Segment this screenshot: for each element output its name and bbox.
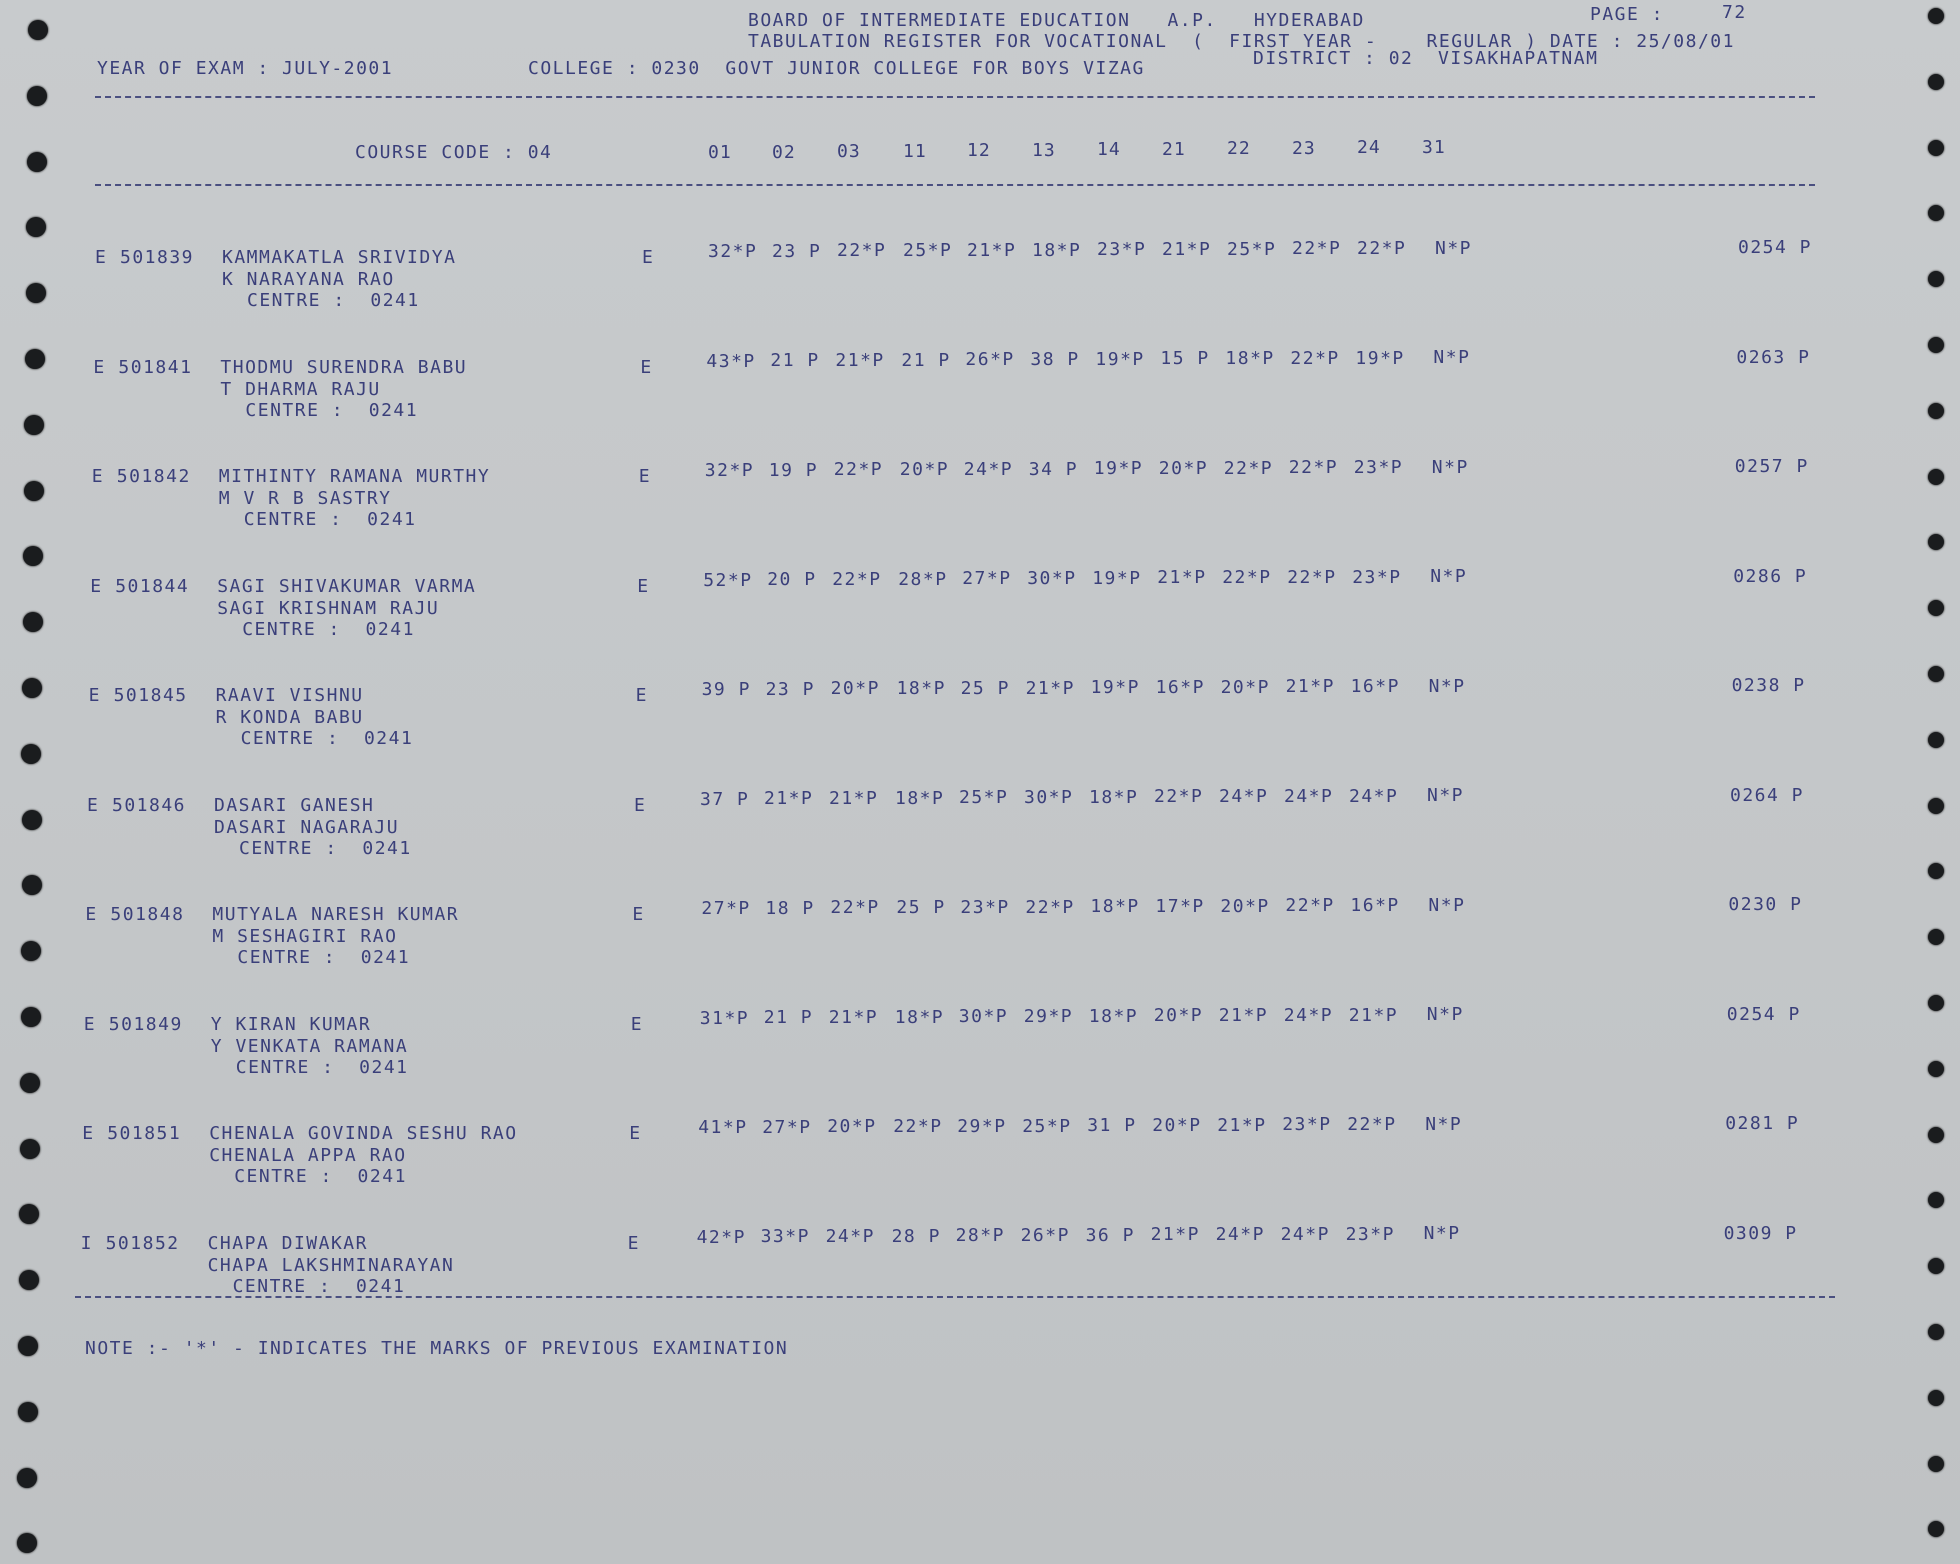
centre: CENTRE : 0241 [237, 947, 411, 968]
mark-13: 18*P [1032, 239, 1082, 261]
centre: CENTRE : 0241 [235, 1056, 409, 1078]
tractor-hole [1928, 74, 1944, 90]
mark-24: 16*P [1350, 676, 1400, 697]
mark-13: 22*P [1025, 896, 1075, 918]
mark-14: 31 P [1087, 1115, 1137, 1137]
student-record [0, 1222, 1960, 1333]
mark-24: 23*P [1345, 1223, 1395, 1245]
mark-02: 18 P [765, 897, 815, 919]
student-record [0, 784, 1960, 895]
medium: E [635, 685, 648, 706]
tractor-hole [26, 217, 46, 237]
mark-03: 24*P [825, 1225, 875, 1247]
tractor-hole [17, 1468, 37, 1488]
mark-31: N*P [1426, 1004, 1464, 1026]
mark-21: 20*P [1152, 1114, 1202, 1136]
reg-prefix: E [95, 247, 108, 268]
mark-14: 36 P [1085, 1224, 1135, 1246]
reg-number: 501841 [118, 356, 193, 378]
mark-12: 24*P [963, 458, 1014, 480]
mark-13: 29*P [1023, 1006, 1074, 1027]
bottom-divider [75, 1296, 1835, 1298]
total: 0264 P [1730, 784, 1805, 806]
mark-11: 25 P [896, 897, 946, 919]
mark-03: 21*P [829, 787, 879, 809]
reg-number: 501851 [107, 1123, 182, 1144]
reg-prefix: E [82, 1123, 95, 1144]
mark-24: 22*P [1357, 238, 1407, 259]
mark-21: 20*P [1158, 457, 1209, 479]
course-code: COURSE CODE : 04 [355, 142, 553, 163]
mark-24: 22*P [1347, 1114, 1397, 1135]
mark-21: 20*P [1153, 1005, 1204, 1027]
mark-23: 24*P [1283, 1004, 1334, 1026]
student-name: RAAVI VISHNU [215, 685, 364, 706]
mark-02: 19 P [768, 459, 819, 481]
mark-14: 19*P [1092, 567, 1142, 589]
reg-number: 501849 [108, 1013, 183, 1035]
mark-23: 22*P [1288, 457, 1339, 479]
mark-21: 17*P [1155, 895, 1205, 917]
student-name: Y KIRAN KUMAR [210, 1013, 372, 1035]
mark-11: 28 P [891, 1225, 941, 1247]
student-record [0, 565, 1960, 676]
total: 0286 P [1733, 565, 1808, 587]
tractor-hole [1928, 205, 1944, 221]
student-name: DASARI GANESH [214, 794, 375, 816]
student-record [0, 237, 1960, 347]
centre: CENTRE : 0241 [242, 618, 415, 640]
mark-31: N*P [1427, 785, 1465, 807]
mark-21: 16*P [1155, 676, 1205, 698]
mark-14: 19*P [1090, 677, 1140, 699]
header-divider [95, 184, 1815, 186]
centre: CENTRE : 0241 [239, 837, 412, 859]
student-record [0, 1113, 1960, 1223]
mark-24: 23*P [1352, 566, 1402, 588]
mark-13: 30*P [1024, 787, 1074, 808]
mark-13: 34 P [1028, 458, 1079, 480]
mark-22: 21*P [1218, 1005, 1269, 1027]
tractor-hole [27, 86, 47, 106]
total: 0263 P [1736, 346, 1811, 368]
tractor-hole [27, 152, 47, 172]
student-record [0, 1003, 1960, 1114]
mark-01: 37 P [700, 788, 750, 810]
mark-12: 23*P [960, 896, 1010, 918]
tractor-hole [1928, 1390, 1944, 1406]
subject-code-03: 03 [837, 141, 861, 162]
mark-31: N*P [1435, 237, 1473, 259]
reg-number: 501846 [112, 794, 187, 816]
mark-24: 24*P [1349, 785, 1399, 807]
student-record [0, 346, 1960, 457]
father-name: M SESHAGIRI RAO [212, 926, 398, 947]
mark-01: 52*P [703, 569, 753, 591]
total: 0254 P [1738, 237, 1813, 258]
mark-14: 19*P [1095, 348, 1145, 370]
reg-number: 501848 [110, 904, 185, 925]
tractor-hole [1928, 140, 1944, 156]
reg-number: 501839 [120, 247, 195, 268]
total: 0281 P [1725, 1113, 1800, 1134]
mark-13: 26*P [1020, 1225, 1070, 1246]
mark-23: 24*P [1280, 1223, 1330, 1245]
mark-02: 23 P [772, 240, 822, 262]
mark-22: 21*P [1217, 1114, 1267, 1136]
medium: E [634, 794, 647, 816]
mark-03: 21*P [835, 349, 885, 371]
mark-01: 32*P [704, 460, 755, 481]
mark-22: 25*P [1227, 238, 1277, 260]
reg-prefix: E [83, 1013, 97, 1035]
college: COLLEGE : 0230 GOVT JUNIOR COLLEGE FOR BOYS VIZAG [528, 58, 1145, 79]
mark-24: 21*P [1348, 1004, 1399, 1026]
mark-02: 21 P [763, 1007, 814, 1029]
mark-02: 21 P [770, 350, 820, 372]
mark-13: 21*P [1025, 677, 1075, 699]
tractor-hole [28, 20, 48, 40]
mark-11: 18*P [895, 787, 945, 809]
mark-11: 18*P [896, 678, 946, 700]
mark-01: 41*P [698, 1117, 748, 1138]
mark-13: 25*P [1022, 1115, 1072, 1137]
father-name: Y VENKATA RAMANA [210, 1035, 409, 1057]
mark-31: N*P [1430, 566, 1468, 588]
mark-24: 16*P [1350, 895, 1400, 916]
mark-31: N*P [1428, 894, 1466, 916]
mark-12: 25*P [959, 787, 1009, 809]
mark-01: 42*P [696, 1226, 746, 1248]
reg-number: 501842 [116, 466, 191, 487]
centre: CENTRE : 0241 [232, 1275, 406, 1297]
reg-prefix: E [87, 794, 100, 816]
mark-12: 26*P [965, 349, 1015, 371]
reg-number: 501845 [113, 685, 188, 706]
medium: E [630, 1013, 644, 1035]
footnote: NOTE :- '*' - INDICATES THE MARKS OF PREVIOUS EXAMINATION [85, 1338, 789, 1359]
mark-31: N*P [1428, 675, 1466, 697]
mark-14: 18*P [1089, 786, 1139, 808]
mark-31: N*P [1433, 347, 1471, 369]
mark-13: 38 P [1030, 349, 1080, 370]
subject-code-14: 14 [1097, 139, 1121, 160]
student-name: SAGI SHIVAKUMAR VARMA [217, 575, 477, 597]
mark-02: 33*P [760, 1226, 810, 1248]
mark-14: 18*P [1090, 896, 1140, 918]
total: 0238 P [1731, 675, 1806, 696]
student-record [0, 894, 1960, 1004]
student-name: KAMMAKATLA SRIVIDYA [222, 247, 457, 268]
mark-11: 25*P [903, 240, 953, 262]
total: 0309 P [1723, 1222, 1798, 1244]
father-name: CHAPA LAKSHMINARAYAN [207, 1254, 455, 1276]
mark-02: 27*P [762, 1116, 812, 1138]
medium: E [642, 247, 655, 268]
year-of-exam: YEAR OF EXAM : JULY-2001 [97, 58, 394, 79]
mark-14: 19*P [1093, 458, 1144, 480]
reg-prefix: E [85, 904, 98, 925]
centre: CENTRE : 0241 [247, 290, 420, 311]
subject-code-24: 24 [1357, 137, 1381, 158]
mark-01: 31*P [699, 1007, 750, 1029]
medium: E [640, 356, 653, 378]
mark-12: 29*P [957, 1115, 1007, 1137]
board-line: BOARD OF INTERMEDIATE EDUCATION A.P. HYDERABAD [748, 10, 1365, 31]
father-name: R KONDA BABU [215, 707, 364, 728]
reg-prefix: I [80, 1232, 93, 1254]
page-number: 72 [1722, 2, 1747, 23]
mark-02: 21*P [764, 788, 814, 810]
mark-02: 20 P [767, 569, 817, 591]
mark-12: 25 P [960, 677, 1010, 699]
subject-code-22: 22 [1227, 138, 1251, 159]
student-record [0, 675, 1960, 785]
student-name: MUTYALA NARESH KUMAR [212, 904, 460, 925]
father-name: T DHARMA RAJU [220, 378, 381, 400]
mark-12: 27*P [962, 568, 1012, 590]
centre: CENTRE : 0241 [243, 509, 417, 530]
mark-22: 24*P [1219, 786, 1269, 808]
mark-23: 22*P [1287, 566, 1337, 588]
mark-03: 22*P [833, 459, 884, 481]
mark-21: 21*P [1162, 238, 1212, 260]
mark-01: 27*P [701, 898, 751, 919]
tractor-hole [17, 1533, 37, 1553]
subject-code-21: 21 [1162, 138, 1186, 160]
mark-11: 20*P [899, 459, 950, 481]
subject-code-23: 23 [1292, 137, 1316, 159]
mark-03: 22*P [832, 568, 882, 590]
mark-31: N*P [1431, 456, 1469, 478]
mark-11: 28*P [898, 568, 948, 590]
mark-31: N*P [1425, 1113, 1463, 1135]
medium: E [627, 1232, 640, 1254]
reg-number: 501844 [115, 575, 190, 597]
top-divider [95, 96, 1815, 98]
mark-23: 22*P [1290, 347, 1340, 369]
mark-14: 23*P [1097, 239, 1147, 261]
mark-03: 20*P [827, 1116, 877, 1138]
mark-12: 28*P [955, 1225, 1005, 1247]
father-name: DASARI NAGARAJU [214, 816, 400, 838]
reg-prefix: E [93, 356, 106, 378]
mark-31: N*P [1423, 1223, 1461, 1245]
total: 0257 P [1734, 456, 1809, 477]
reg-prefix: E [90, 575, 103, 597]
father-name: K NARAYANA RAO [222, 269, 395, 290]
mark-03: 20*P [830, 678, 880, 700]
subject-code-01: 01 [708, 142, 732, 163]
mark-22: 24*P [1215, 1224, 1265, 1246]
mark-21: 15 P [1160, 348, 1210, 370]
reg-prefix: E [91, 466, 105, 487]
tractor-hole [1928, 1456, 1944, 1472]
page-label: PAGE : [1590, 4, 1665, 25]
mark-23: 23*P [1282, 1114, 1332, 1136]
mark-22: 20*P [1220, 895, 1270, 917]
centre: CENTRE : 0241 [234, 1166, 407, 1187]
mark-23: 22*P [1292, 238, 1342, 260]
subject-code-13: 13 [1032, 139, 1056, 161]
tractor-hole [1928, 1521, 1944, 1537]
mark-14: 18*P [1088, 1005, 1139, 1027]
mark-24: 23*P [1353, 457, 1404, 478]
mark-02: 23 P [765, 678, 815, 700]
tractor-hole [1928, 8, 1944, 24]
mark-24: 19*P [1355, 347, 1405, 369]
mark-23: 21*P [1285, 676, 1335, 698]
student-name: CHAPA DIWAKAR [207, 1232, 368, 1254]
mark-21: 22*P [1154, 786, 1204, 808]
register-line: TABULATION REGISTER FOR VOCATIONAL ( FIRST YEAR - REGULAR ) DATE : 25/08/01 [748, 31, 1735, 52]
reg-prefix: E [88, 685, 101, 706]
subject-code-31: 31 [1422, 136, 1446, 158]
subject-code-11: 11 [903, 140, 927, 162]
mark-11: 21 P [901, 349, 951, 371]
medium: E [637, 575, 650, 597]
mark-12: 21*P [967, 239, 1017, 261]
medium: E [632, 904, 645, 925]
mark-03: 22*P [830, 897, 880, 919]
total: 0254 P [1726, 1003, 1801, 1025]
mark-21: 21*P [1150, 1224, 1200, 1246]
medium: E [629, 1123, 642, 1144]
father-name: SAGI KRISHNAM RAJU [217, 597, 440, 619]
tractor-hole [18, 1336, 38, 1356]
district: DISTRICT : 02 VISAKHAPATNAM [1253, 48, 1599, 69]
reg-number: 501852 [105, 1232, 180, 1254]
subject-code-12: 12 [967, 140, 991, 161]
mark-13: 30*P [1027, 568, 1077, 589]
mark-23: 24*P [1284, 785, 1334, 807]
student-record [0, 456, 1960, 566]
mark-12: 30*P [958, 1006, 1009, 1028]
mark-03: 21*P [828, 1006, 879, 1028]
student-name: THODMU SURENDRA BABU [220, 356, 468, 378]
mark-03: 22*P [837, 240, 887, 262]
total: 0230 P [1728, 894, 1803, 915]
centre: CENTRE : 0241 [245, 399, 419, 421]
mark-21: 21*P [1157, 567, 1207, 589]
mark-23: 22*P [1285, 895, 1335, 917]
mark-22: 22*P [1223, 457, 1274, 479]
mark-22: 20*P [1220, 676, 1270, 698]
medium: E [638, 466, 652, 487]
mark-01: 39 P [701, 679, 751, 700]
mark-01: 32*P [708, 241, 758, 262]
tractor-hole [18, 1402, 38, 1422]
mark-11: 22*P [893, 1116, 943, 1138]
student-name: MITHINTY RAMANA MURTHY [218, 466, 491, 487]
mark-01: 43*P [706, 350, 756, 372]
mark-22: 22*P [1222, 567, 1272, 589]
subject-code-02: 02 [772, 141, 796, 163]
mark-11: 18*P [894, 1006, 945, 1028]
mark-22: 18*P [1225, 348, 1275, 370]
centre: CENTRE : 0241 [240, 728, 414, 749]
father-name: CHENALA APPA RAO [209, 1145, 407, 1166]
father-name: M V R B SASTRY [218, 488, 392, 509]
student-name: CHENALA GOVINDA SESHU RAO [209, 1123, 518, 1144]
